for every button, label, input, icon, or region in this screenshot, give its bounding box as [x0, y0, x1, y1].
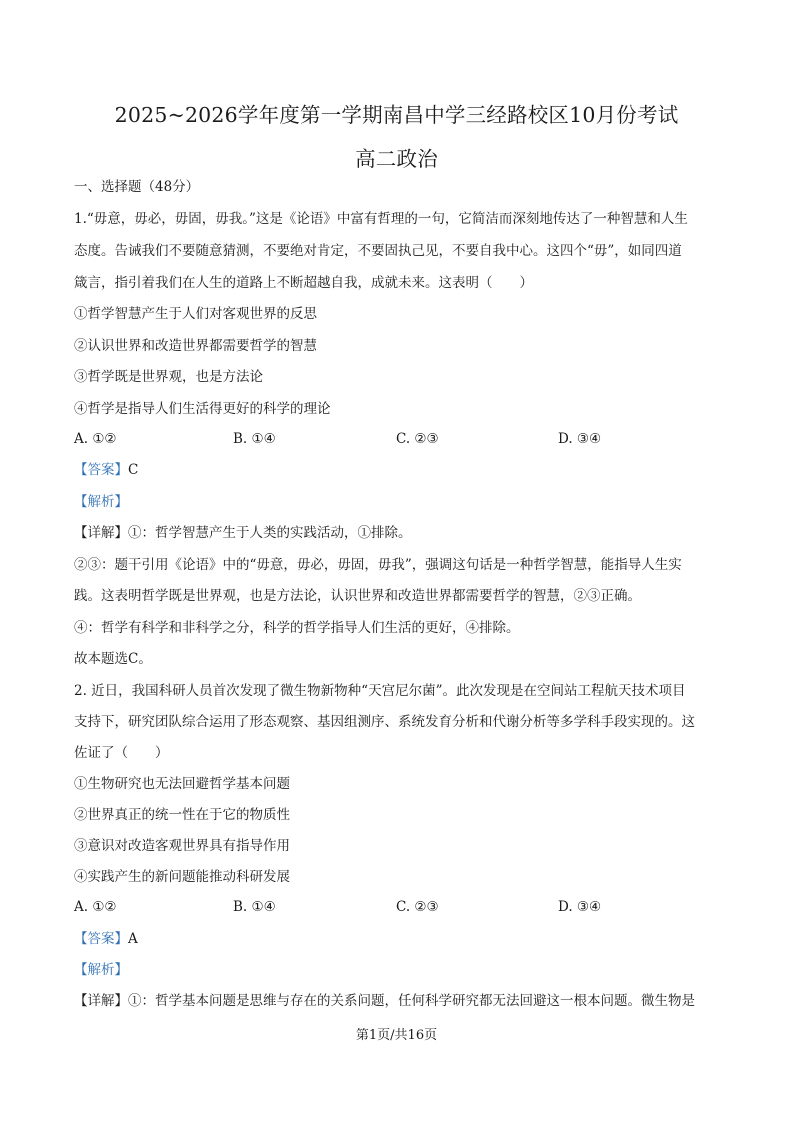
q2-statement: ①生物研究也无法回避哲学基本问题	[74, 776, 290, 792]
q1-stem-line: 态度。告诫我们不要随意猜测，不要绝对肯定，不要固执己见，不要自我中心。这四个“毋”，如同四道	[74, 243, 682, 259]
q1-option-d: D. ③④	[558, 431, 602, 447]
q2-statement: ③意识对改造客观世界具有指导作用	[74, 838, 290, 854]
q1-detail-row	[74, 524, 724, 542]
q2-analysis-tag: 【解析】	[74, 962, 128, 978]
q1-stem-line: 箴言，指引着我们在人生的道路上不断超越自我，成就未来。这表明（ ）	[74, 275, 533, 291]
q2-stem-line: 支持下，研究团队综合运用了形态观察、基因组测序、系统发育分析和代谢分析等多学科手段实现的。这	[74, 714, 695, 730]
q1-stem-line: 1.“毋意，毋必，毋固，毋我。”这是《论语》中富有哲理的一句，它简洁而深刻地传达了一种智慧和人生	[74, 211, 688, 227]
q2-statement: ④实践产生的新问题能推动科研发展	[74, 869, 290, 885]
q2-answer-row	[74, 930, 724, 948]
q1-statement: ②认识世界和改造世界都需要哲学的智慧	[74, 338, 317, 354]
detail-tag: 【详解】	[74, 525, 128, 541]
q1-answer-row	[74, 461, 724, 479]
section-heading: 一、选择题（48分）	[74, 179, 200, 195]
page-footer: 第1页/共16页	[355, 1028, 438, 1043]
q2-detail-row	[74, 992, 724, 1010]
q1-analysis-tag: 【解析】	[74, 494, 128, 510]
q1-statement: ①哲学智慧产生于人们对客观世界的反思	[74, 306, 317, 322]
subject-title: 高二政治	[355, 147, 438, 171]
q1-option-a: A. ①②	[74, 431, 117, 447]
q2-statement: ②世界真正的统一性在于它的物质性	[74, 807, 290, 823]
detail-tag: 【详解】	[74, 993, 128, 1009]
answer-tag: 【答案】	[74, 931, 128, 947]
q2-option-a: A. ①②	[74, 899, 117, 915]
q1-detail-line: ①：哲学智慧产生于人类的实践活动，①排除。	[128, 525, 412, 541]
q2-detail-line: ①：哲学基本问题是思维与存在的关系问题，任何科学研究都无法回避这一根本问题。微生物是	[128, 993, 695, 1009]
q1-statement: ③哲学既是世界观，也是方法论	[74, 369, 263, 385]
answer-tag: 【答案】	[74, 462, 128, 478]
q1-option-b: B. ①④	[233, 431, 276, 447]
q2-option-b: B. ①④	[233, 899, 276, 915]
q1-detail-line: 故本题选C。	[74, 651, 152, 667]
q1-answer: C	[128, 462, 139, 478]
q1-detail-line: ②③：题干引用《论语》中的“毋意，毋必，毋固，毋我”，强调这句话是一种哲学智慧，能指导人生实	[74, 557, 682, 573]
q1-detail-line: 践。这表明哲学既是世界观，也是方法论，认识世界和改造世界都需要哲学的智慧，②③正确。	[74, 588, 641, 604]
q1-statement: ④哲学是指导人们生活得更好的科学的理论	[74, 401, 331, 417]
q2-stem-line: 2. 近日，我国科研人员首次发现了微生物新物种“天宫尼尔菌”。此次发现是在空间站工程航天技术项目	[74, 683, 686, 699]
q1-detail-line: ④：哲学有科学和非科学之分，科学的哲学指导人们生活的更好，④排除。	[74, 620, 520, 636]
q2-option-c: C. ②③	[396, 899, 439, 915]
exam-title: 2025~2026学年度第一学期南昌中学三经路校区10月份考试	[114, 103, 679, 127]
q2-answer: A	[128, 931, 138, 947]
q1-option-c: C. ②③	[396, 431, 439, 447]
q2-stem-line: 佐证了（ ）	[74, 745, 169, 761]
q2-option-d: D. ③④	[558, 899, 602, 915]
